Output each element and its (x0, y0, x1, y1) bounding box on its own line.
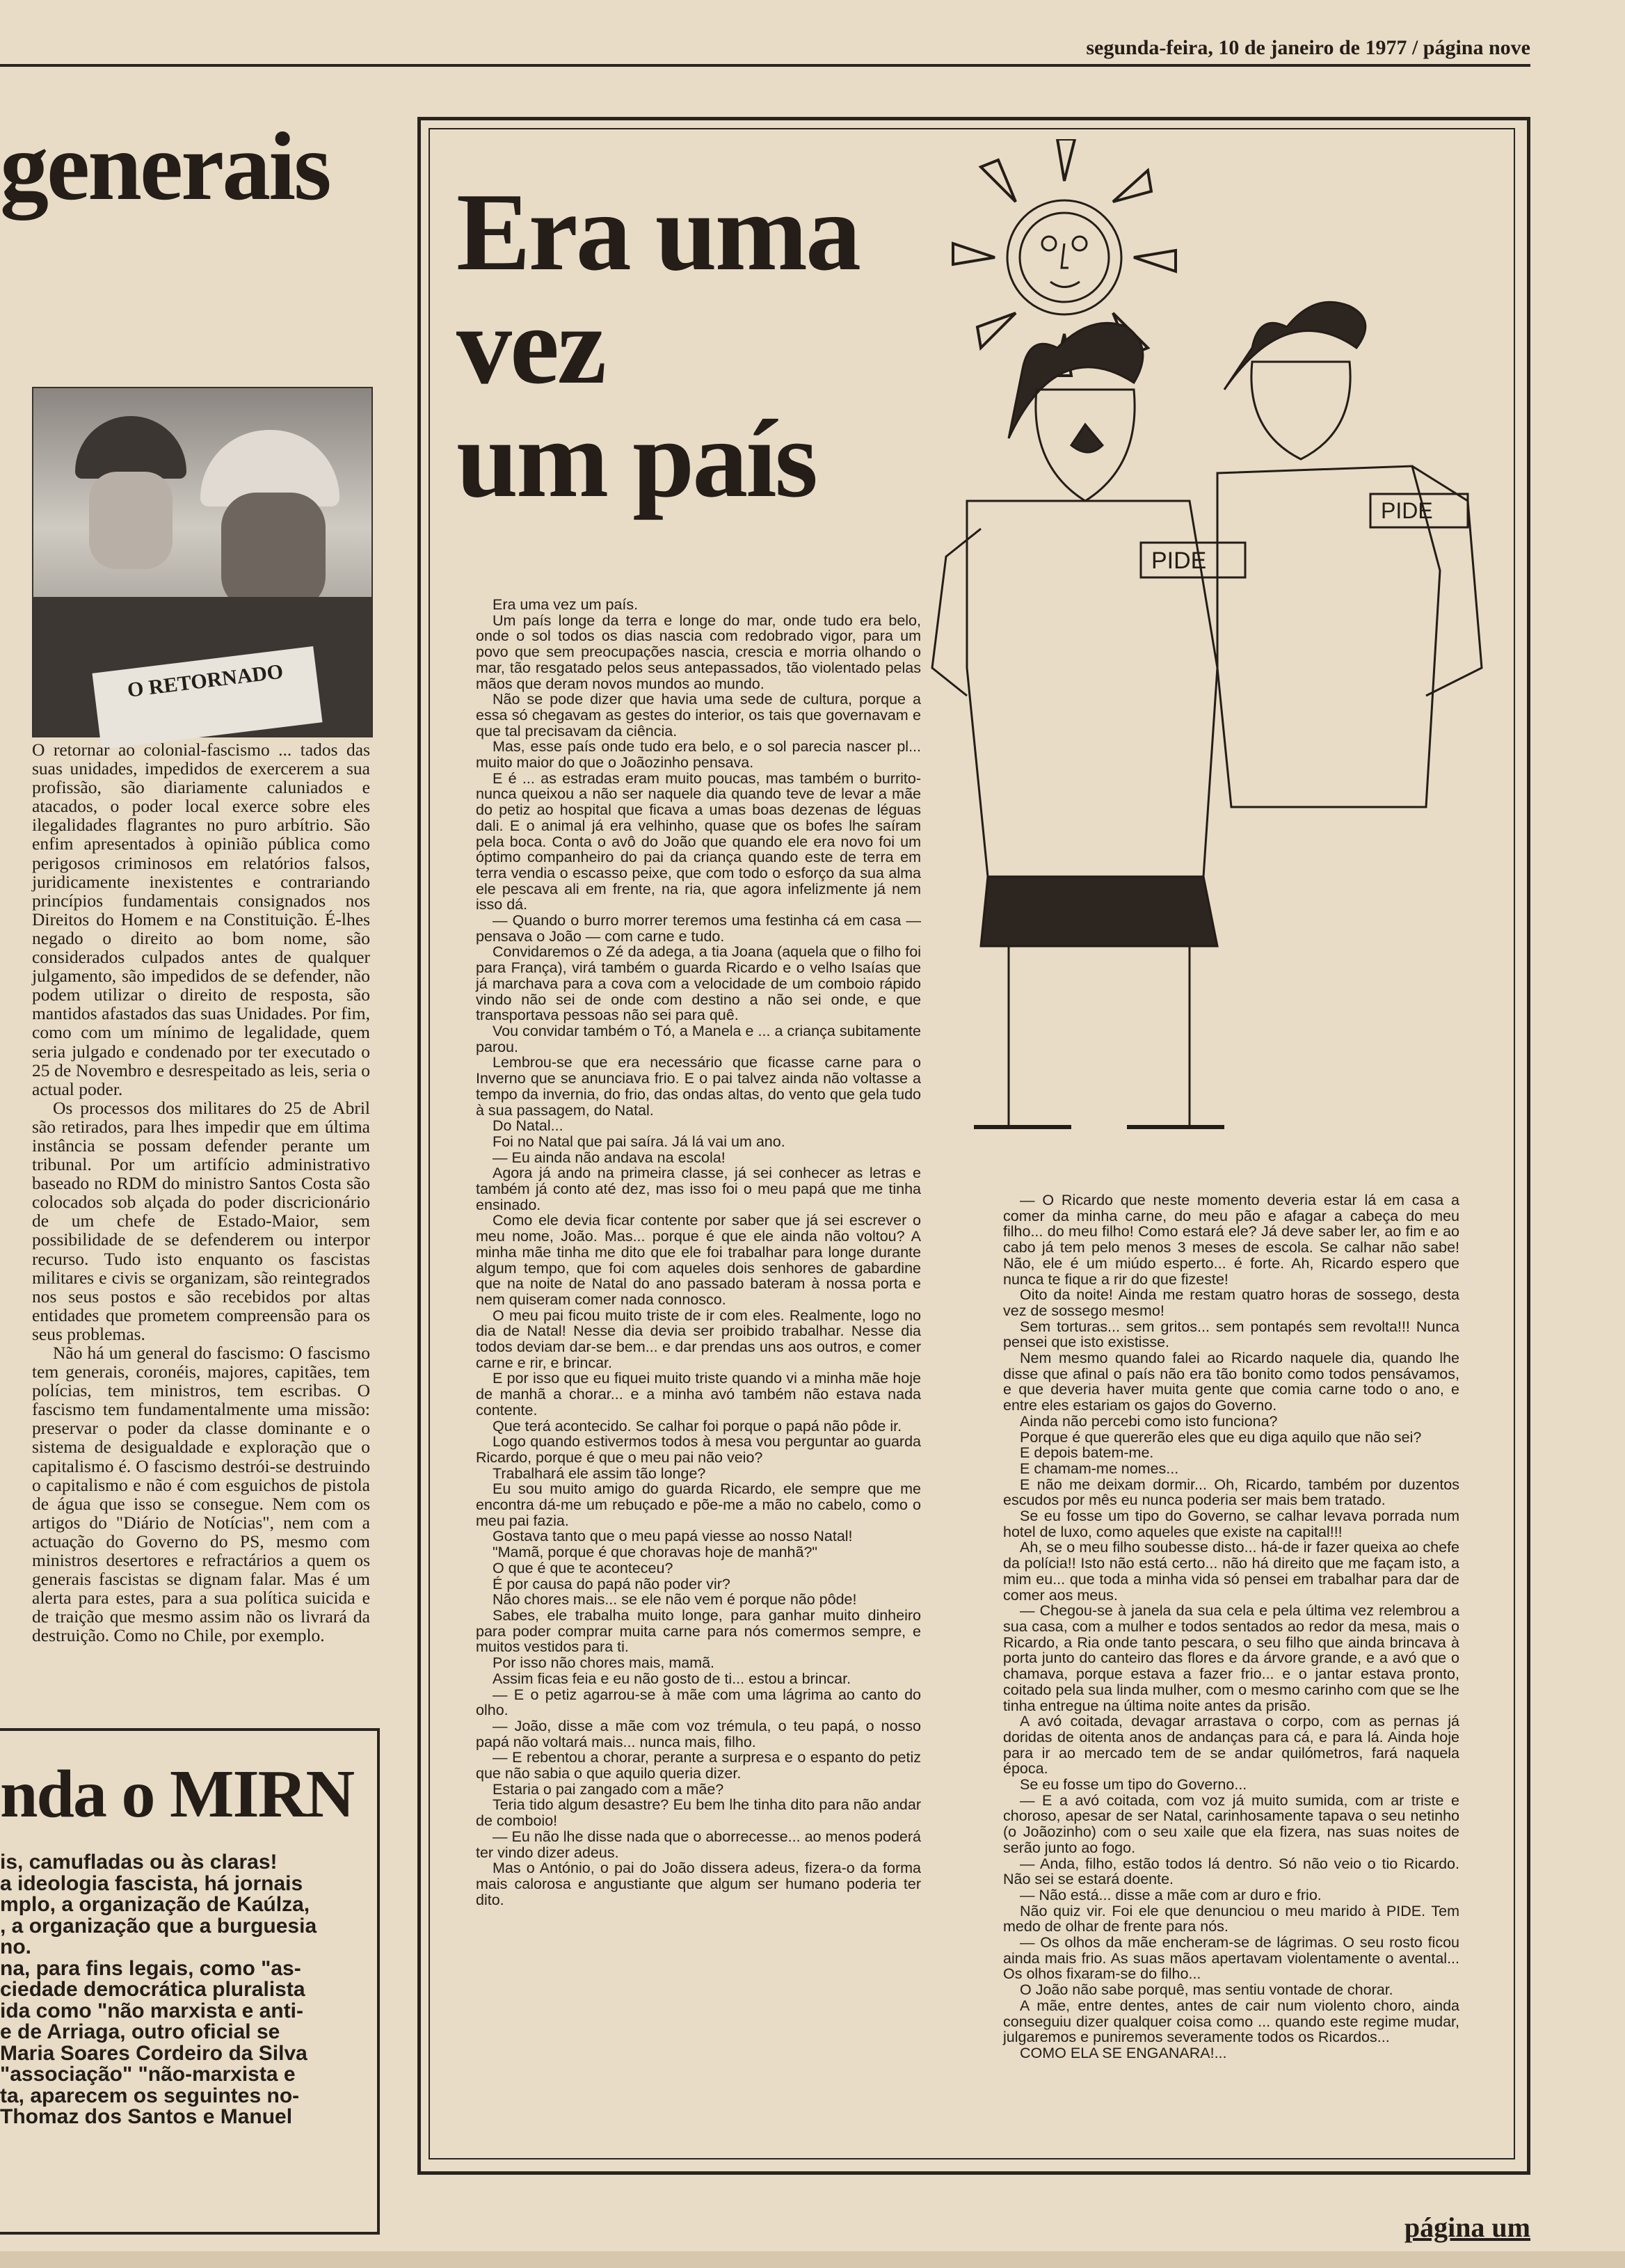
paragraph: O retornar ao colonial-fascismo ... tados das suas unidades, impedidos de exercerem a sua profissão, são diariamente caluniados e atacados, o poder local exerce sobre eles ilegalidades flagrantes no puro arbítrio. São enfim apresentados à opinião pública como perigosos criminosos em relatórios falsos, juridicamente inexistentes e contrariando princípios fundamentais consignados nos Direitos do Homem e na Constituição. É-lhes negado o direito ao bom nome, são considerados culpados antes de qualquer julgamento, são impedidos de se defender, não podem utilizar o direito de resposta, são mantidos afastados das suas Unidades. Por fim, como com um mínimo de legalidade, quem seria julgado e condenado por ter executado o 25 de Novembro e desrespeitado as leis, seria o actual poder. (32, 740, 370, 1099)
title-line: vez (456, 283, 605, 408)
title-line: um país (456, 397, 816, 521)
paragraph: Estaria o pai zangado com a mãe? (493, 1780, 724, 1798)
paragraph: — E rebentou a chorar, perante a surpresa e o espanto do petiz que não sabia o que aquilo queria dizer. (476, 1749, 921, 1782)
title-line: Era uma (456, 170, 859, 294)
paragraph: Gostava tanto que o meu papá viesse ao nosso Natal! (493, 1528, 853, 1545)
text-line: is, camufladas ou às claras! (0, 1852, 278, 1874)
header-rule (0, 64, 1530, 67)
paragraph: Ainda não percebi como isto funciona? (1020, 1412, 1278, 1430)
left-article-body (32, 740, 370, 1645)
pide-badge-text: PIDE (1151, 548, 1207, 574)
left-headline: generais (0, 113, 330, 221)
paragraph: — O Ricardo que neste momento deveria estar lá em casa a comer da minha carne, do meu pão e afagar a cabeça do meu filho... do meu filho! Como estará ele? Já deve saber ler, ao fim e ao cabo já tem pelo menos 3 meses de escola. Se calhar não sabe! Não, ele é um miúdo esperto... é forte. Ah, Ricardo espero que nunca te fique a rir do que fizeste! (1003, 1192, 1459, 1288)
agent-left-drawing (932, 323, 1245, 1127)
text-line: mplo, a organização de Kaúlza, (0, 1894, 310, 1916)
text-line: na, para fins legais, como "as- (0, 1958, 301, 1979)
paragraph: Teria tido algum desastre? Eu bem lhe tinha dito para não andar de comboio! (476, 1796, 921, 1830)
paragraph: O João não sabe porquê, mas sentiu vontade de chorar. (1020, 1981, 1393, 1999)
paragraph: Não chores mais... se ele não vem é porque não pôde! (493, 1591, 857, 1608)
paragraph: — Eu ainda não andava na escola! (493, 1149, 726, 1166)
text-line: a ideologia fascista, há jornais (0, 1873, 303, 1894)
paragraph: Do Natal... (493, 1117, 563, 1135)
text-line: ta, aparecem os seguintes no- (0, 2085, 300, 2107)
paragraph: Se eu fosse um tipo do Governo... (1020, 1776, 1247, 1794)
mirn-headline: nda o MIRN (0, 1757, 354, 1832)
paragraph: Se eu fosse um tipo do Governo, se calhar levava porrada num hotel de luxo, como aqueles que existe na capital!!! (1003, 1508, 1459, 1540)
paragraph: O meu pai ficou muito triste de ir com eles. Realmente, logo no dia de Natal! Nesse dia devia ser proibido trabalhar. Nesse dia todos deviam dar-se bem... e dar prendas uns aos outros, e comer carne e rir, e brincar. (476, 1307, 921, 1371)
mirn-body (0, 1852, 362, 2128)
hat-shape (75, 416, 186, 479)
story-column-1 (476, 597, 921, 1908)
paragraph: Sem torturas... sem gritos... sem pontapés sem revolta!!! Nunca pensei que isto existisse. (1003, 1318, 1459, 1351)
paragraph: A avó coitada, devagar arrastava o corpo, com as pernas já doridas de oitenta anos de andanças para cá, e para lá. Ainda hoje para ir ao mercado tem de se andar quilómetros, fará naquela época. (1003, 1713, 1459, 1778)
paragraph: Agora já ando na primeira classe, já sei conhecer as letras e também já conto até dez, mas isso foi o meu papá que me tinha ensinado. (476, 1165, 921, 1213)
text-line: ida como "não marxista e anti- (0, 2000, 304, 2022)
paragraph: Por isso não chores mais, mamã. (493, 1654, 715, 1672)
text-line: ciedade democrática pluralista (0, 1979, 305, 2001)
paragraph: E chamam-me nomes... (1020, 1460, 1179, 1477)
paragraph: Porque é que quererão eles que eu diga aquilo que não sei? (1020, 1428, 1422, 1446)
face-shape (221, 493, 326, 611)
paragraph: Ah, se o meu filho soubesse disto... há-de ir fazer queixa ao chefe da polícia!! Isto não está certo... não há direito que me façam isto, a mim eu... que toda a minha vida só pensei em trabalhar para dar de comer aos meus. (1003, 1539, 1459, 1604)
paragraph: Sabes, ele trabalha muito longe, para ganhar muito dinheiro para poder comprar muita carne para nós comermos sempre, e muitos vestidos para ti. (476, 1607, 921, 1656)
paragraph: Logo quando estivermos todos à mesa vou perguntar ao guarda Ricardo, porque é que o meu pai não veio? (476, 1433, 921, 1466)
paragraph: E depois batem-me. (1020, 1444, 1154, 1462)
paragraph: Mas o António, o pai do João dissera adeus, fizera-o da forma mais calorosa e angustiante que algum ser humano poderia ter dito. (476, 1860, 921, 1908)
paragraph: E por isso que eu fiquei muito triste quando vi a minha mãe hoje de manhã a chorar... e a minha avó também não estava nada contente. (476, 1370, 921, 1419)
paragraph: Um país longe da terra e longe do mar, onde tudo era belo, onde o sol todos os dias nascia com redobrado vigor, para um povo que sem preocupações nascia, crescia e morria olhando o mar, tão resgatado pelos seus antepassados, tão violentado pelas mãos que deram novos mundos ao mundo. (476, 612, 921, 692)
paragraph: "Mamã, porque é que choravas hoje de manhã?" (493, 1544, 818, 1561)
pide-agents-illustration (925, 139, 1510, 1183)
paragraph: Não se pode dizer que havia uma sede de cultura, porque a essa só chegavam as gestes do interior, os tais que governavam e que tal precisavam da ciência. (476, 691, 921, 740)
story-column-2 (1003, 1192, 1459, 2061)
paragraph: Os processos dos militares do 25 de Abril são retirados, para lhes impedir que em última instância se possam defender perante um tribunal. Por um artifício administrativo baseado no RDM do ministro Santos Costa são colocados sob alçada do poder discricionário de um chefe de Estado-Maior, sem possibilidade de se defenderem ou interpor recurso. Tudo isto enquanto os fascistas militares e civis se organizam, são reintegrados nos seus postos e são recebidos por altas entidades que prometem compreensão para os seus problemas. (32, 1097, 370, 1344)
paragraph: — João, disse a mãe com voz trémula, o teu papá, o nosso papá não voltará mais... nunca mais, filho. (476, 1717, 921, 1750)
paragraph: E não me deixam dormir... Oh, Ricardo, também por duzentos escudos por mês eu nunca poderia ser mais bem tratado. (1003, 1476, 1459, 1509)
paragraph: — Eu não lhe disse nada que o aborrecesse... ao menos poderá ter vindo dizer adeus. (476, 1828, 921, 1861)
text-line: Maria Soares Cordeiro da Silva (0, 2043, 307, 2064)
paragraph: Que terá acontecido. Se calhar foi porque o papá não pôde ir. (493, 1417, 902, 1435)
face-shape (89, 472, 173, 569)
paragraph: Lembrou-se que era necessário que ficasse carne para o Inverno que se anunciava frio. E o pai talvez ainda não voltasse a tempo da invernia, do frio, das ondas altas, do vento que gela tudo à sua passagem, do Natal. (476, 1054, 921, 1119)
paragraph: A mãe, entre dentes, antes de cair num violento choro, ainda conseguiu dizer qualquer coisa como ... quando este regime mudar, julgaremos e puniremos severamente todos os Ricardos... (1003, 1997, 1459, 2046)
paragraph: — Chegou-se à janela da sua cela e pela última vez relembrou a sua casa, com a mulher e todos sentados ao redor da mesa, mais o Ricardo, a Ria onde tanto pescara, o seu filho que ainda brincava à porta junto do canteiro das flores e da árvore grande, e a avó que o chamava, porque estava a fazer frio... e o jantar estava pronto, coitado pela sua linda mulher, com o mesmo carinho com que se lhe tinha entregue na última noite antes da prisão. (1003, 1602, 1459, 1714)
paragraph: Nem mesmo quando falei ao Ricardo naquele dia, quando lhe disse que afinal o país não era tão bonito como todos pensávamos, e que deveria haver muita gente que comia carne todo o ano, e entre eles estariam os gajos do Governo. (1003, 1350, 1459, 1414)
paragraph: Trabalhará ele assim tão longe? (493, 1464, 706, 1482)
paragraph: COMO ELA SE ENGANARA!... (1020, 2044, 1227, 2061)
text-line: Thomaz dos Santos e Manuel (0, 2107, 293, 2128)
dateline: segunda-feira, 10 de janeiro de 1977 / página nove (1086, 36, 1530, 59)
text-line: , a organização que a burguesia (0, 1915, 317, 1937)
paragraph: — Não está... disse a mãe com ar duro e frio. (1020, 1886, 1322, 1903)
newspaper-title: O RETORNADO (126, 660, 285, 702)
news-photo (32, 387, 373, 737)
paragraph: O que é que te aconteceu? (493, 1559, 673, 1576)
paragraph: Foi no Natal que pai saíra. Já lá vai um ano. (493, 1133, 785, 1150)
paragraph: Não há um general do fascismo: O fascismo tem generais, coronéis, majores, capitães, tem polícias, tem ministros, tem escribas. O fascismo tem fundamentalmente uma missão: preservar o poder da classe dominante e o sistema de desigualdade e exploração que o capitalismo é. O fascismo destrói-se destruindo o capitalismo e não é com esguichos de pistola de água que isso se consegue. Nem com os artigos do "Diário de Notícias", nem com a actuação do Governo do PS, mesmo com ministros desertores e refractários a quem os generais fascistas se dignam falar. Mas é um alerta para estes, para a sua política suicida e de traição que mesmo assim não os livrará da destruição. Como no Chile, por exemplo. (32, 1343, 370, 1646)
text-line: "associação" "não-marxista e (0, 2064, 296, 2086)
paragraph: E é ... as estradas eram muito poucas, mas também o burrito-nunca queixou a não ser naquele dia quando teve de levar a mãe do petiz ao hospital que ficava a umas boas dezenas de léguas dali. E o animal já era velhinho, quase que os bofes lhe saíram pela boca. Conta o avô do João que quando ele era novo foi um óptimo companheiro do pai da criança quando este de terra em terra vendia o escasso peixe, que com todo o esforço da sua alma ele pescava ali em frente, na ria, que agora infelizmente já nem isso dá. (476, 769, 921, 913)
paragraph: — Quando o burro morrer teremos uma festinha cá em casa — pensava o João — com carne e tudo. (476, 912, 921, 945)
paragraph: Assim ficas feia e eu não gosto de ti... estou a brincar. (493, 1670, 851, 1687)
paragraph: — E a avó coitada, com voz já muito sumida, com ar triste e choroso, apesar de ser Natal, carinhosamente tapava o seu netinho (o Joãozinho) com o seu xaile que ela fizera, nas suas noites de serão junto ao fogo. (1003, 1791, 1459, 1856)
pide-badge-text: PIDE (1381, 498, 1433, 523)
text-line: e de Arriaga, outro oficial se (0, 2022, 280, 2043)
paragraph: — Anda, filho, estão todos lá dentro. Só não veio o tio Ricardo. Não sei se estará doente. (1003, 1855, 1459, 1888)
paragraph: Mas, esse país onde tudo era belo, e o sol parecia nascer pl... muito maior do que o Joãozinho pensava. (476, 738, 921, 772)
page-label: página um (1404, 2212, 1530, 2243)
paragraph: Era uma vez um país. (493, 596, 639, 613)
paragraph: Oito da noite! Ainda me restam quatro horas de sossego, desta vez de sossego mesmo! (1003, 1286, 1459, 1319)
paragraph: É por causa do papá não poder vir? (493, 1575, 730, 1592)
paragraph: — Os olhos da mãe encheram-se de lágrimas. O seu rosto ficou ainda mais frio. As suas mãos apertavam violentamente o avental... Os olhos fixaram-se do filho... (1003, 1934, 1459, 1983)
paragraph: — E o petiz agarrou-se à mãe com uma lágrima ao canto do olho. (476, 1686, 921, 1719)
paragraph: Vou convidar também o Tó, a Manela e ... a criança subitamente parou. (476, 1022, 921, 1055)
agent-right-drawing (1217, 302, 1482, 807)
paragraph: Eu sou muito amigo do guarda Ricardo, ele sempre que me encontra dá-me um rebuçado e põe-me a mão no cabelo, como o meu pai fazia. (476, 1480, 921, 1529)
paper-edge (0, 2251, 1625, 2268)
paragraph: Não quiz vir. Foi ele que denunciou o meu marido à PIDE. Tem medo de olhar de frente para nós. (1003, 1902, 1459, 1935)
text-line: no. (0, 1937, 31, 1958)
paragraph: Como ele devia ficar contente por saber que já sei escrever o meu nome, João. Mas... porque é que ele ainda não voltou? A minha mãe tinha me dito que ele foi trabalhar para longe durante algum tempo, que foi com aqueles dois senhores de gabardine que na noite de Natal do ano passado bateram à nossa porta e nem quiseram comer nada connosco. (476, 1212, 921, 1308)
story-title (456, 170, 985, 521)
paragraph: Convidaremos o Zé da adega, a tia Joana (aquela que o filho foi para França), virá também o guarda Ricardo e o velho Isaías que já marchava para a cova com a velocidade de um comboio rápido vindo não sei de onde com destino a não sei onde, e que transportava pessoas não sei para quê. (476, 943, 921, 1024)
